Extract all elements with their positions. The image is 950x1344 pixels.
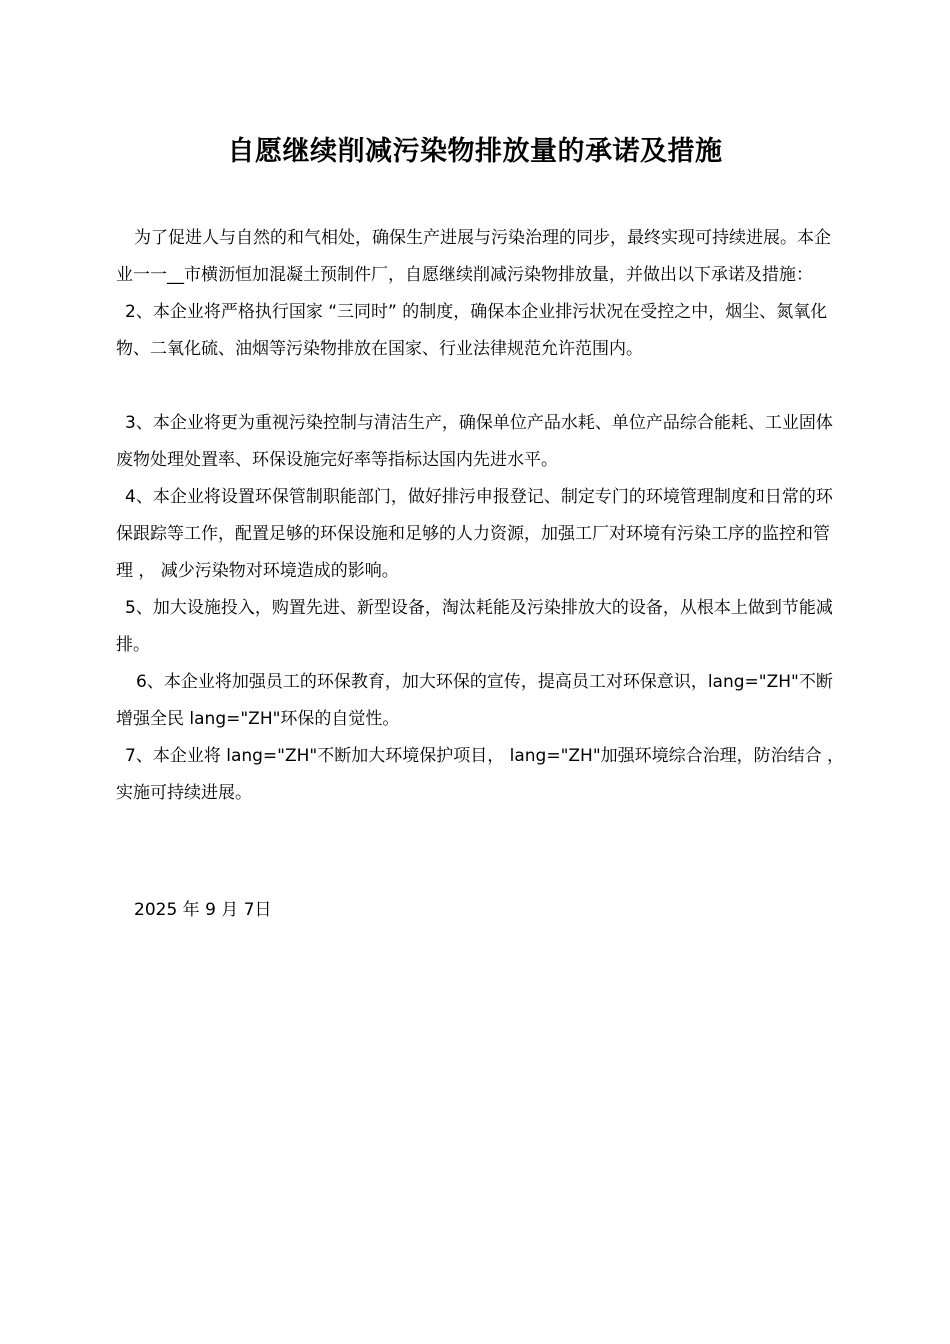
document-title: 自愿继续削减污染物排放量的承诺及措施 xyxy=(227,136,723,167)
commitment-item-7: 7、本企业将 lang="ZH"不断加大环境保护项目， lang="ZH"加强环境综合治理，防治结合 ， 实施可持续进展。 xyxy=(116,746,845,803)
commitment-item-2: 2、本企业将严格执行国家 “三同时” 的制度，确保本企业排污状况在受控之中，烟尘、氮氧化物、二氧化硫、油烟等污染物排放在国家、行业法律规范允许范围内。 xyxy=(116,302,828,359)
intro-paragraph: 为了促进人与自然的和气相处，确保生产进展与污染治理的同步，最终实现可持续进展。本企业一一__市横沥恒加混凝土预制件厂，自愿继续削减污染物排放量，并做出以下承诺及措施： xyxy=(116,228,831,285)
document-date: 2025 年 9 月 7日 xyxy=(134,900,272,920)
commitment-item-5: 5、加大设施投入，购置先进、新型设备，淘汰耗能及污染排放大的设备，从根本上做到节能减排。 xyxy=(116,598,833,655)
commitment-item-4: 4、本企业将设置环保管制职能部门，做好排污申报登记、制定专门的环境管理制度和日常的环保跟踪等工作，配置足够的环保设施和足够的人力资源，加强工厂对环境有污染工序的监控和管理 ， 减少污染物对环境造成的影响。 xyxy=(116,487,833,581)
commitment-item-6: 6、本企业将加强员工的环保教育，加大环保的宣传，提高员工对环保意识，lang="ZH"不断增强全民 lang="ZH"环保的自觉性。 xyxy=(116,672,833,729)
blank-line xyxy=(116,368,846,405)
document-body xyxy=(116,220,846,812)
commitment-item-3: 3、本企业将更为重视污染控制与清洁生产，确保单位产品水耗、单位产品综合能耗、工业固体废物处理处置率、环保设施完好率等指标达国内先进水平。 xyxy=(116,413,833,470)
